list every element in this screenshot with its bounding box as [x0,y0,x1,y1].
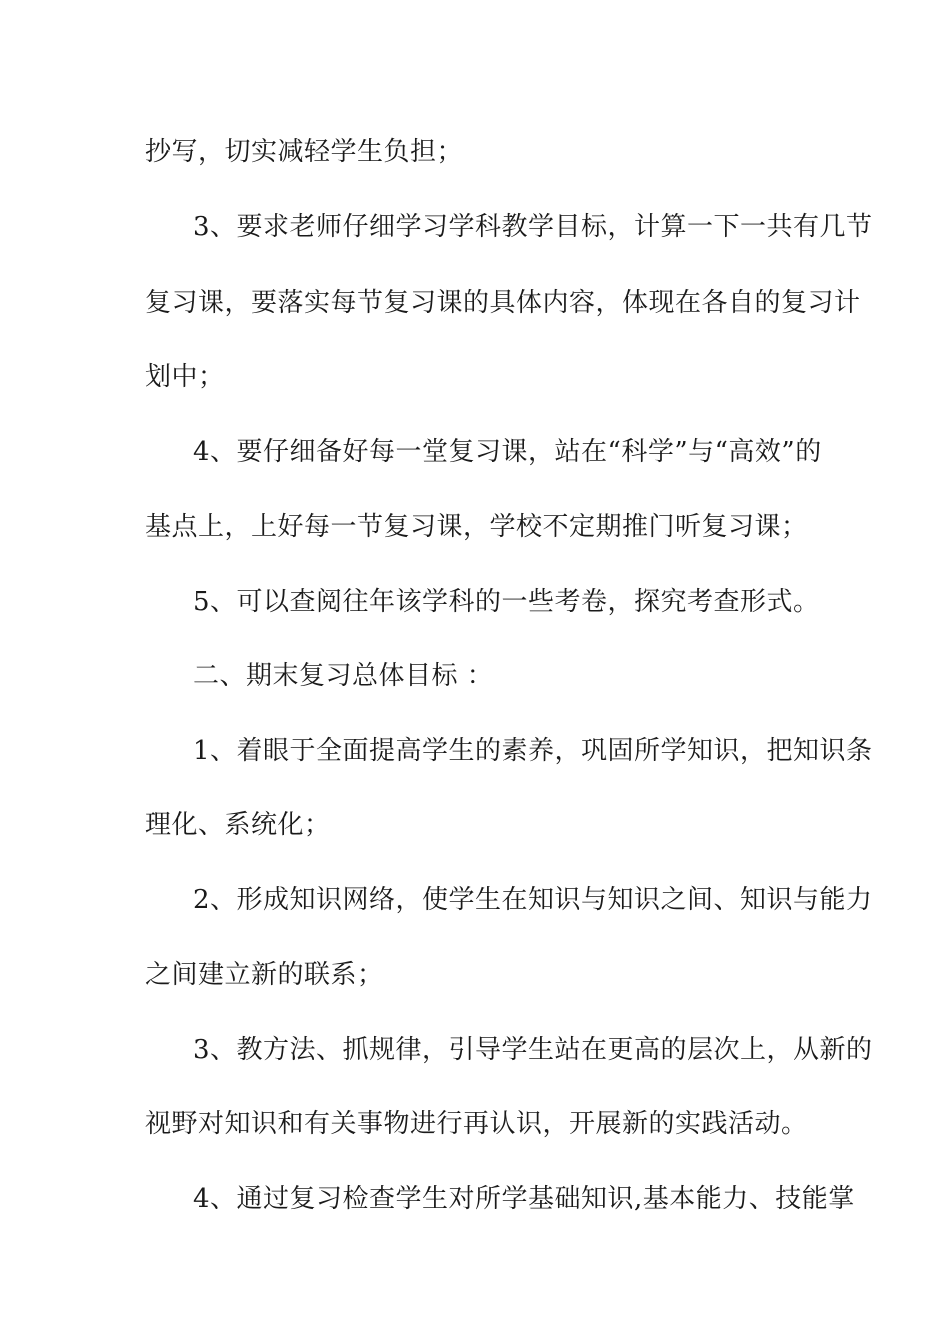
text-line-15: 4、通过复习检查学生对所学基础知识,基本能力、技能掌 [193,1184,855,1214]
text-line-3: 复习课，要落实每节复习课的具体内容，体现在各自的复习计 [145,288,861,318]
text-line-11: 2、形成知识网络，使学生在知识与知识之间、知识与能力 [193,885,873,915]
text-line-2: 3、要求老师仔细学习学科教学目标，计算一下一共有几节 [193,212,873,242]
section-heading: 二、期末复习总体目标 ： [193,661,494,691]
text-line-12: 之间建立新的联系； [145,960,384,990]
text-line-7: 5、可以查阅往年该学科的一些考卷，探究考查形式。 [193,587,820,617]
text-line-1: 抄写，切实减轻学生负担； [145,137,464,167]
text-line-10: 理化、系统化； [145,810,331,840]
text-line-6: 基点上，上好每一节复习课，学校不定期推门听复习课； [145,512,808,542]
text-line-13: 3、教方法、抓规律，引导学生站在更高的层次上，从新的 [193,1035,873,1065]
text-line-9: 1、着眼于全面提高学生的素养，巩固所学知识，把知识条 [193,736,873,766]
text-line-4: 划中； [145,362,225,392]
text-line-5: 4、要仔细备好每一堂复习课，站在“科学”与“高效”的 [193,437,822,467]
text-line-14: 视野对知识和有关事物进行再认识，开展新的实践活动。 [145,1109,808,1139]
